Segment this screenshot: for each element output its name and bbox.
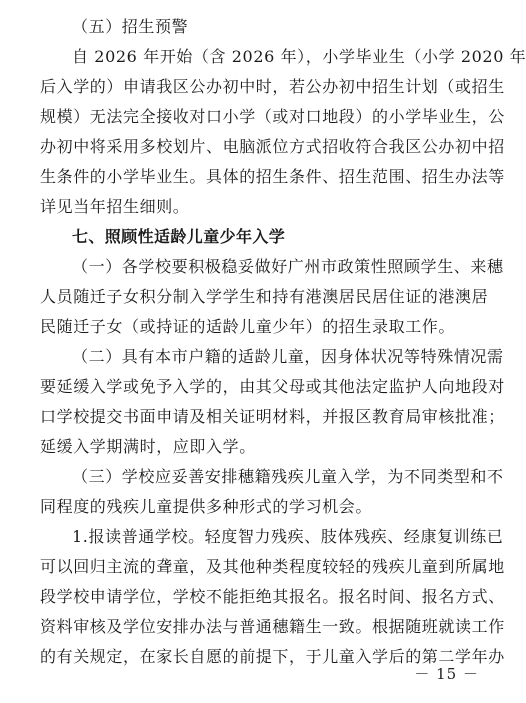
paragraph-line: 生条件的小学毕业生。具体的招生条件、招生范围、招生办法等	[40, 167, 505, 186]
paragraph-line: 的有关规定，在家长自愿的前提下，于儿童入学后的第二学年办	[40, 647, 505, 666]
paragraph-line: 办初中将采用多校划片、电脑派位方式招收符合我区公办初中招	[40, 137, 505, 156]
paragraph-line: 后入学的）申请我区公办初中时，若公办初中招生计划（或招生	[40, 77, 505, 96]
paragraph-line: 延缓入学期满时，应即入学。	[40, 437, 256, 456]
paragraph-line: 规模）无法完全接收对口小学（或对口地段）的小学毕业生，公	[40, 107, 505, 126]
paragraph-line: 资料审核及学位安排办法与普通穗籍生一致。根据随班就读工作	[40, 617, 505, 636]
paragraph-line: 民随迁子女（或持证的适龄儿童少年）的招生录取工作。	[40, 317, 456, 336]
paragraph-line: 1.报读普通学校。轻度智力残疾、肢体残疾、经康复训练已	[72, 527, 504, 546]
paragraph-line: 可以回归主流的聋童，及其他种类程度较轻的残疾儿童到所属地	[40, 557, 505, 576]
section-heading-special-care-enrollment: 七、照顾性适龄儿童少年入学	[72, 227, 286, 246]
page-number: － 15 －	[414, 665, 479, 683]
paragraph-line: 自 2026 年开始（含 2026 年），小学毕业生（小学 2020 年	[72, 47, 526, 66]
paragraph-line: （二）具有本市户籍的适龄儿童，因身体状况等特殊情况需	[72, 347, 504, 366]
paragraph-line: 要延缓入学或免予入学的，由其父母或其他法定监护人向地段对	[40, 377, 505, 396]
paragraph-line: 段学校申请学位，学校不能拒绝其报名。报名时间、报名方式、	[40, 587, 505, 606]
paragraph-line: 口学校提交书面申请及相关证明材料，并报区教育局审核批准；	[40, 407, 505, 426]
subsection-heading-enrollment-warning: （五）招生预警	[72, 17, 189, 36]
paragraph-line: （三）学校应妥善安排穗籍残疾儿童入学，为不同类型和不	[72, 467, 504, 486]
paragraph-line: 人员随迁子女积分制入学学生和持有港澳居民居住证的港澳居	[40, 287, 489, 306]
paragraph-line: （一）各学校要积极稳妥做好广州市政策性照顾学生、来穗	[72, 257, 504, 276]
paragraph-line: 同程度的残疾儿童提供多种形式的学习机会。	[40, 497, 373, 516]
document-body	[40, 12, 526, 672]
paragraph-line: 详见当年招生细则。	[40, 197, 190, 216]
